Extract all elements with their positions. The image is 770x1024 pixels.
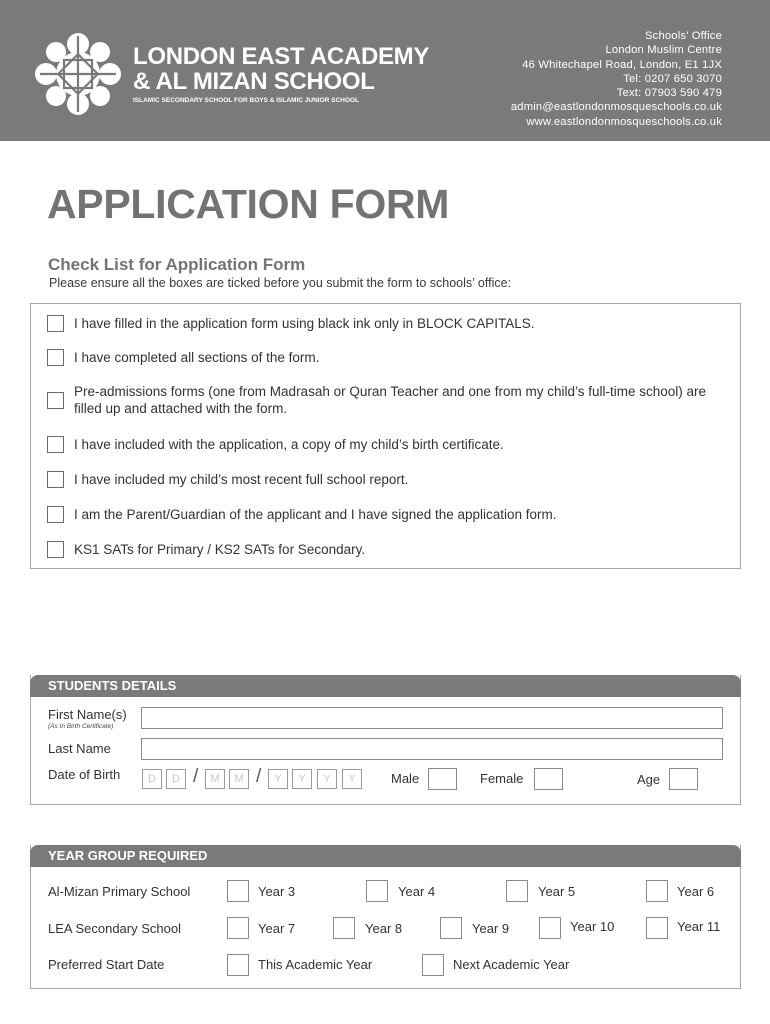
year-10-label: Year 10	[570, 919, 615, 934]
academy-logo-icon	[34, 32, 122, 116]
year-8-label: Year 8	[365, 921, 403, 936]
secondary-school-label: LEA Secondary School	[48, 921, 181, 936]
office-website: www.eastlondonmosqueschools.co.uk	[526, 115, 722, 128]
checklist-item	[47, 506, 557, 523]
first-name-note: (As In Birth Certificate)	[48, 723, 114, 730]
next-academic-year-label: Next Academic Year	[453, 957, 570, 972]
office-line: London Muslim Centre	[605, 44, 722, 57]
year-5-label: Year 5	[538, 884, 576, 899]
year-3-label: Year 3	[258, 884, 296, 899]
checklist-item	[47, 315, 534, 332]
dob-month-digit[interactable]: M	[205, 769, 225, 789]
checklist-item	[47, 471, 408, 488]
school-name-line2: & AL MIZAN SCHOOL	[133, 68, 375, 95]
female-box[interactable]	[534, 768, 563, 790]
year-6-label: Year 6	[677, 884, 715, 899]
checklist-item-text: I have included my child’s most recent full school report.	[74, 472, 409, 487]
office-line: 46 Whitechapel Road, London, E1 1JX	[522, 58, 722, 71]
checklist-title: Check List for Application Form	[48, 255, 306, 274]
year-10-checkbox[interactable]	[539, 917, 561, 939]
checklist-item-text: I have filled in the application form using black ink only in BLOCK CAPITALS.	[74, 316, 535, 331]
female-label: Female	[480, 771, 524, 786]
checklist-box	[30, 303, 741, 569]
year-11-checkbox[interactable]	[646, 917, 668, 939]
checklist-subtitle: Please ensure all the boxes are ticked before you submit the form to schools’ office:	[49, 276, 512, 290]
letterhead	[0, 0, 770, 141]
checklist-item-text: Pre-admissions forms (one from Madrasah or Quran Teacher and one from my child’s full-time school) are filled up and attached with the form.	[74, 384, 707, 416]
checklist-item-text: KS1 SATs for Primary / KS2 SATs for Secondary.	[74, 542, 366, 557]
checklist-checkbox[interactable]	[47, 541, 64, 558]
year-3-checkbox[interactable]	[227, 880, 249, 902]
this-academic-year-checkbox[interactable]	[227, 954, 249, 976]
dob-label: Date of Birth	[48, 767, 121, 782]
office-line: Tel: 0207 650 3070	[623, 72, 722, 85]
dob-year-digit[interactable]: Y	[268, 769, 288, 789]
checklist-item	[47, 436, 504, 453]
year-5-checkbox[interactable]	[506, 880, 528, 902]
checklist-checkbox[interactable]	[47, 392, 64, 409]
first-name-field[interactable]	[141, 707, 723, 729]
next-academic-year-checkbox[interactable]	[422, 954, 444, 976]
form-title: APPLICATION FORM	[47, 181, 450, 227]
year-7-label: Year 7	[258, 921, 296, 936]
checklist-checkbox[interactable]	[47, 471, 64, 488]
dob-separator: /	[256, 766, 262, 787]
office-email: admin@eastlondonmosqueschools.co.uk	[510, 101, 722, 114]
checklist-item-text: I have included with the application, a copy of my child’s birth certificate.	[74, 437, 504, 452]
checklist-checkbox[interactable]	[47, 436, 64, 453]
year-4-checkbox[interactable]	[366, 880, 388, 902]
primary-school-label: Al-Mizan Primary School	[48, 884, 191, 899]
dob-day-digit[interactable]: D	[166, 769, 186, 789]
last-name-label: Last Name	[48, 741, 111, 756]
year-9-label: Year 9	[472, 921, 510, 936]
start-date-label: Preferred Start Date	[48, 957, 165, 972]
office-line: Text: 07903 590 479	[616, 87, 722, 100]
school-name-line1: LONDON EAST ACADEMY	[133, 43, 430, 70]
checklist-item	[47, 383, 727, 417]
last-name-field[interactable]	[141, 738, 723, 760]
checklist-checkbox[interactable]	[47, 506, 64, 523]
year-8-checkbox[interactable]	[333, 917, 355, 939]
first-name-label: First Name(s)	[48, 707, 127, 722]
school-tagline: ISLAMIC SECONDARY SCHOOL FOR BOYS & ISLAMIC JUNIOR SCHOOL	[133, 97, 359, 104]
checklist-item-text: I am the Parent/Guardian of the applicant and I have signed the application form.	[74, 507, 557, 522]
year-group-heading: YEAR GROUP REQUIRED	[30, 845, 741, 867]
dob-month-digit[interactable]: M	[229, 769, 249, 789]
dob-day-digit[interactable]: D	[142, 769, 162, 789]
age-box[interactable]	[669, 768, 698, 790]
school-name	[133, 44, 429, 94]
year-11-label: Year 11	[677, 919, 721, 934]
year-9-checkbox[interactable]	[440, 917, 462, 939]
checklist-checkbox[interactable]	[47, 315, 64, 332]
checklist-item	[47, 541, 365, 558]
office-line: Schools’ Office	[645, 30, 722, 42]
checklist-item	[47, 349, 319, 366]
year-4-label: Year 4	[398, 884, 436, 899]
year-6-checkbox[interactable]	[646, 880, 668, 902]
students-details-heading: STUDENTS DETAILS	[30, 675, 741, 697]
male-box[interactable]	[428, 768, 457, 790]
dob-separator: /	[193, 766, 199, 787]
dob-year-digit[interactable]: Y	[342, 769, 362, 789]
age-label: Age	[637, 772, 661, 787]
checklist-item-text: I have completed all sections of the form.	[74, 350, 320, 365]
dob-year-digit[interactable]: Y	[317, 769, 337, 789]
male-label: Male	[391, 771, 420, 786]
office-contact	[511, 29, 722, 129]
this-academic-year-label: This Academic Year	[258, 957, 373, 972]
dob-year-digit[interactable]: Y	[292, 769, 312, 789]
checklist-checkbox[interactable]	[47, 349, 64, 366]
year-7-checkbox[interactable]	[227, 917, 249, 939]
